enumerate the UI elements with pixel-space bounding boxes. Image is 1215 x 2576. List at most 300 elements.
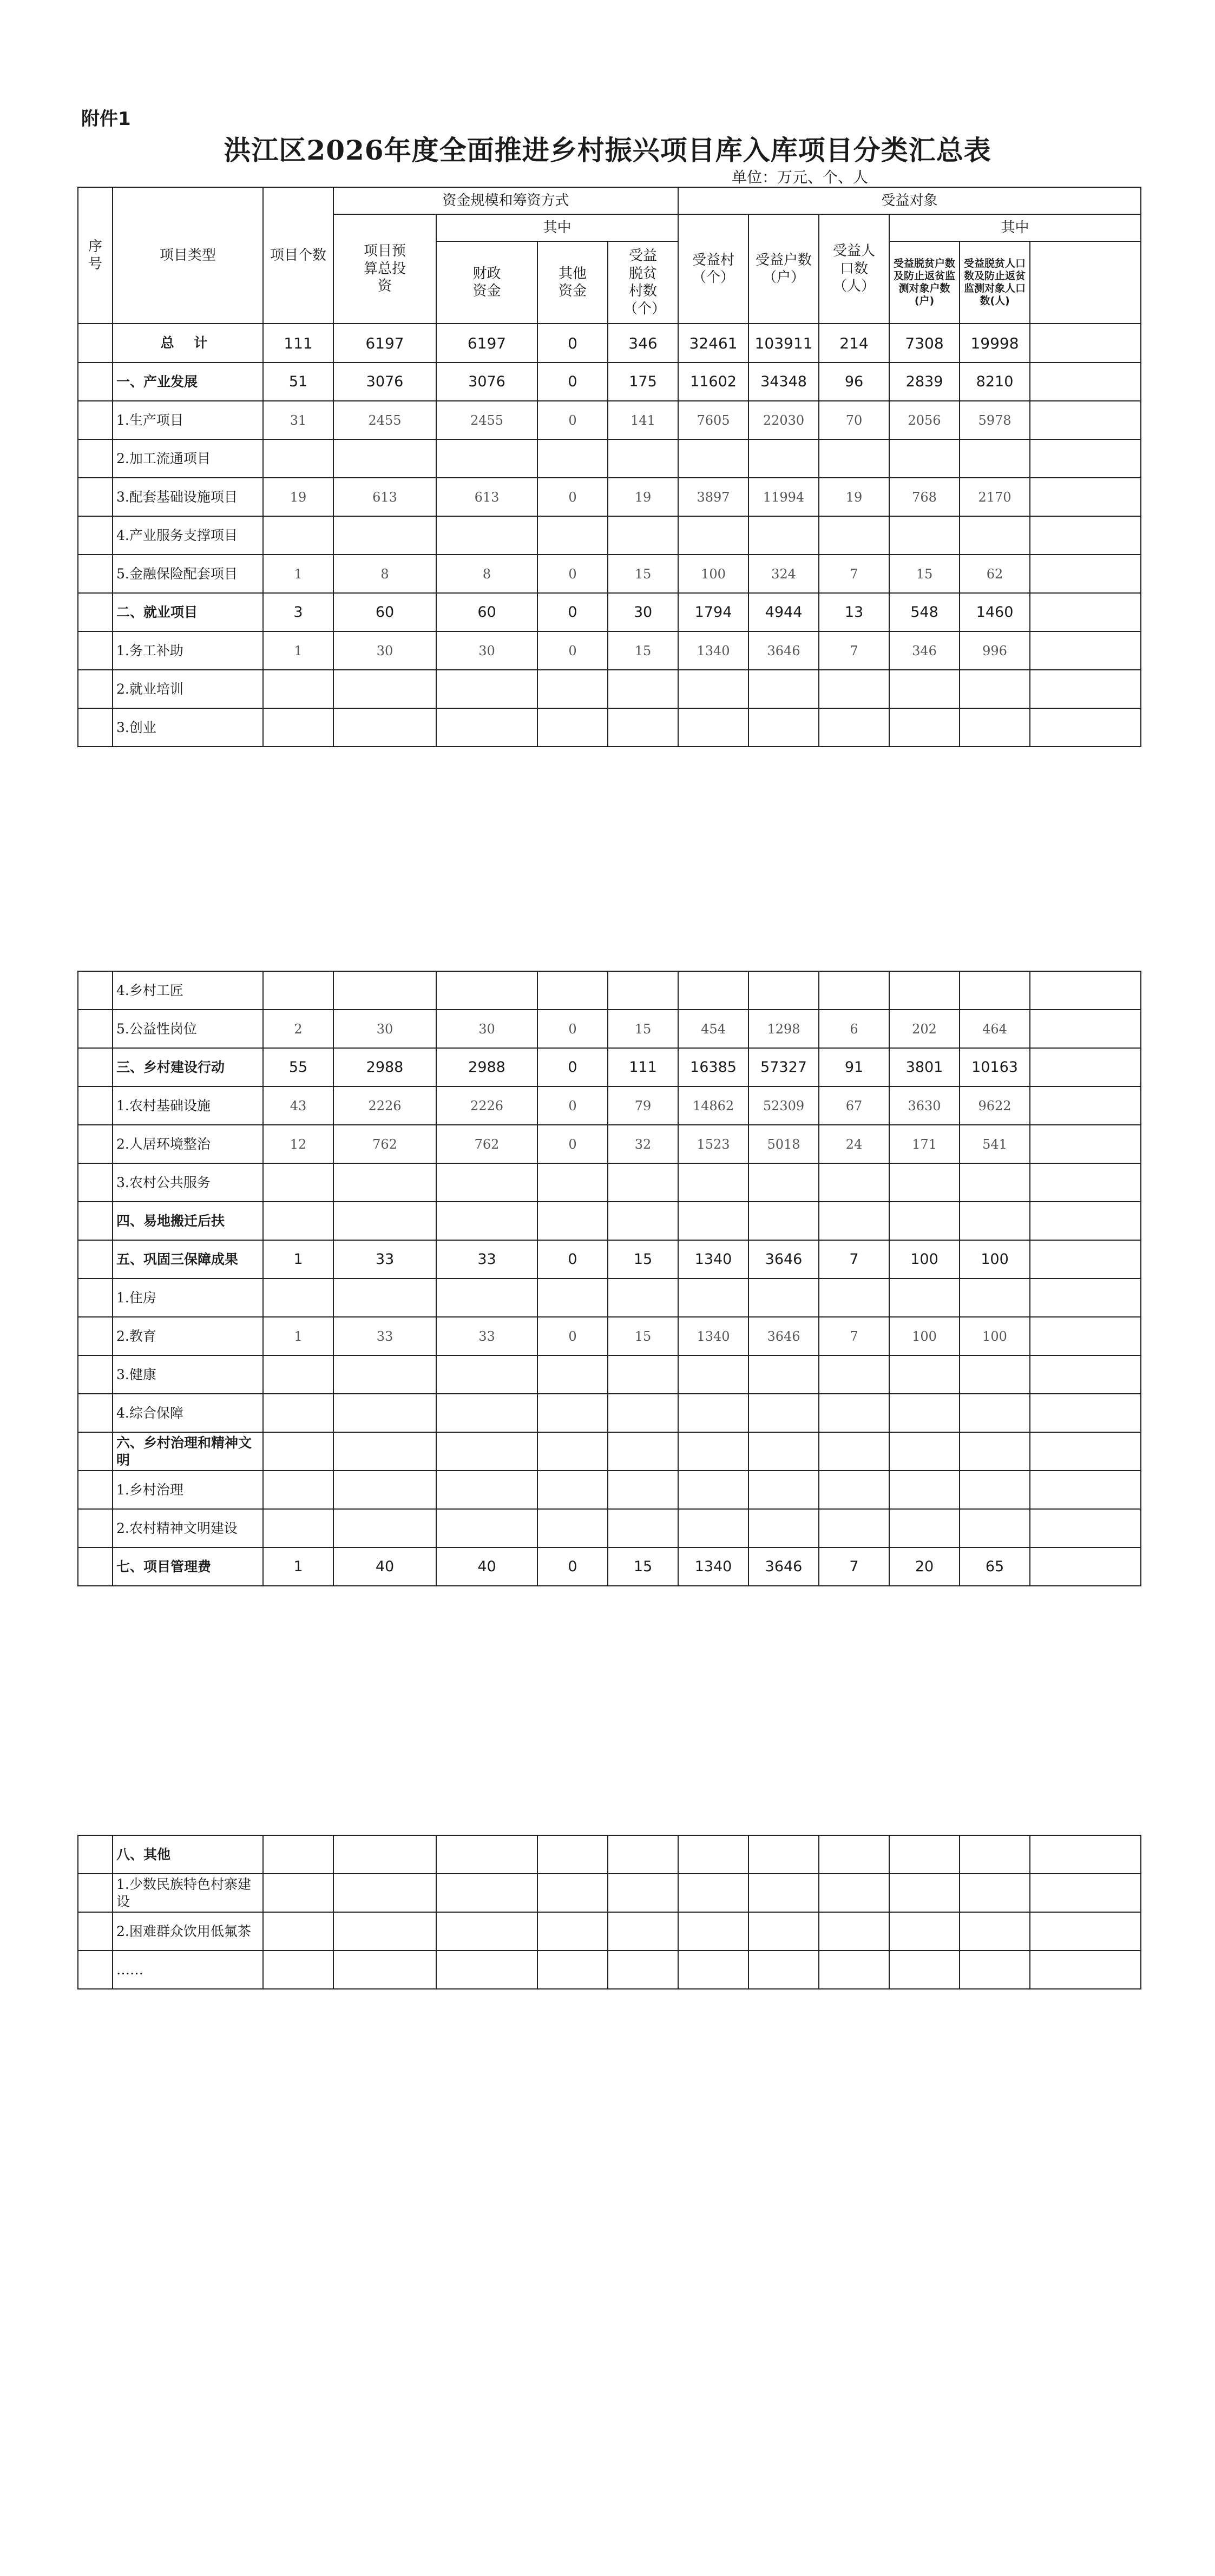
pv-villages-cell (819, 1951, 889, 1989)
count-cell: 1 (263, 631, 333, 670)
budget-cell: 2988 (333, 1048, 436, 1086)
pv-villages-cell: 7 (819, 1240, 889, 1279)
remarks-cell (1030, 1432, 1141, 1471)
pv-villages-cell: 7 (819, 555, 889, 593)
remarks-cell (1030, 439, 1141, 478)
households-cell (678, 1355, 748, 1394)
category-cell: 一、产业发展 (113, 363, 263, 401)
villages-cell (608, 1202, 678, 1240)
count-cell (263, 439, 333, 478)
villages-cell (608, 1912, 678, 1951)
table-row (78, 1163, 1141, 1202)
seq-cell (78, 1394, 113, 1432)
remarks-cell (1030, 1471, 1141, 1509)
table-row (78, 1951, 1141, 1989)
households-cell (678, 971, 748, 1010)
table-row (78, 971, 1141, 1010)
pv-population-cell (960, 1951, 1030, 1989)
table-row (78, 1509, 1141, 1547)
table-row (78, 555, 1141, 593)
pv-households-cell: 15 (889, 555, 960, 593)
pv-households-cell (889, 1432, 960, 1471)
pv-population-cell (960, 708, 1030, 747)
budget-cell: 30 (333, 1010, 436, 1048)
pv-villages-cell: 91 (819, 1048, 889, 1086)
population-cell (748, 971, 819, 1010)
count-cell (263, 1912, 333, 1951)
pv-villages-cell: 19 (819, 478, 889, 516)
population-cell (748, 1279, 819, 1317)
remarks-cell (1030, 708, 1141, 747)
pv-households-cell: 3630 (889, 1086, 960, 1125)
category-cell: 4.乡村工匠 (113, 971, 263, 1010)
households-cell: 1340 (678, 1547, 748, 1586)
pv-households-cell (889, 439, 960, 478)
pv-population-cell: 65 (960, 1547, 1030, 1586)
category-cell: 5.金融保险配套项目 (113, 555, 263, 593)
remarks-cell (1030, 631, 1141, 670)
population-cell (748, 1471, 819, 1509)
other-cell (537, 1163, 608, 1202)
fiscal-cell (436, 1394, 537, 1432)
fiscal-cell (436, 1163, 537, 1202)
population-cell (748, 1874, 819, 1912)
category-cell: 总 计 (113, 324, 263, 363)
seq-cell (78, 1240, 113, 1279)
pv-villages-cell: 214 (819, 324, 889, 363)
villages-cell (608, 516, 678, 555)
pv-population-cell (960, 1163, 1030, 1202)
table-row (78, 439, 1141, 478)
villages-cell: 15 (608, 1010, 678, 1048)
fiscal-cell: 33 (436, 1240, 537, 1279)
pv-population-cell (960, 1874, 1030, 1912)
pv-households-cell: 202 (889, 1010, 960, 1048)
header-beneficiary-group: 受益对象 (678, 187, 1141, 214)
remarks-cell (1030, 1086, 1141, 1125)
pv-population-cell: 100 (960, 1317, 1030, 1355)
population-cell: 57327 (748, 1048, 819, 1086)
households-cell (678, 670, 748, 708)
fiscal-cell: 30 (436, 1010, 537, 1048)
count-cell (263, 1874, 333, 1912)
villages-cell: 175 (608, 363, 678, 401)
other-cell (537, 1394, 608, 1432)
budget-cell (333, 439, 436, 478)
population-cell: 4944 (748, 593, 819, 631)
remarks-cell (1030, 1394, 1141, 1432)
pv-population-cell (960, 1509, 1030, 1547)
budget-cell: 613 (333, 478, 436, 516)
fiscal-cell (436, 1471, 537, 1509)
category-cell: 3.创业 (113, 708, 263, 747)
other-cell (537, 1509, 608, 1547)
villages-cell (608, 1471, 678, 1509)
table-row (78, 1912, 1141, 1951)
other-cell (537, 1355, 608, 1394)
population-cell (748, 516, 819, 555)
households-cell (678, 1835, 748, 1874)
villages-cell: 111 (608, 1048, 678, 1086)
count-cell: 1 (263, 1240, 333, 1279)
population-cell (748, 1432, 819, 1471)
header-other-funds: 其他资金 (537, 241, 608, 324)
table-row (78, 631, 1141, 670)
seq-cell (78, 363, 113, 401)
other-cell: 0 (537, 324, 608, 363)
remarks-cell (1030, 1912, 1141, 1951)
fiscal-cell: 613 (436, 478, 537, 516)
count-cell (263, 1835, 333, 1874)
remarks-cell (1030, 1010, 1141, 1048)
fiscal-cell: 40 (436, 1547, 537, 1586)
budget-cell (333, 708, 436, 747)
households-cell: 100 (678, 555, 748, 593)
households-cell: 7605 (678, 401, 748, 439)
fiscal-cell (436, 1835, 537, 1874)
seq-cell (78, 1912, 113, 1951)
pv-households-cell: 7308 (889, 324, 960, 363)
seq-cell (78, 478, 113, 516)
other-cell (537, 1471, 608, 1509)
pv-population-cell: 1460 (960, 593, 1030, 631)
other-cell: 0 (537, 1125, 608, 1163)
other-cell (537, 1951, 608, 1989)
header-funding-group: 资金规模和筹资方式 (333, 187, 678, 214)
pv-villages-cell (819, 708, 889, 747)
remarks-cell (1030, 516, 1141, 555)
pv-households-cell (889, 1202, 960, 1240)
households-cell (678, 516, 748, 555)
villages-cell (608, 1874, 678, 1912)
other-cell (537, 1835, 608, 1874)
pv-villages-cell (819, 1835, 889, 1874)
households-cell (678, 708, 748, 747)
other-cell (537, 670, 608, 708)
pv-population-cell: 464 (960, 1010, 1030, 1048)
seq-cell (78, 593, 113, 631)
pv-villages-cell (819, 670, 889, 708)
pv-population-cell (960, 1471, 1030, 1509)
budget-cell (333, 670, 436, 708)
other-cell (537, 1432, 608, 1471)
count-cell (263, 1163, 333, 1202)
pv-households-cell (889, 1912, 960, 1951)
seq-cell (78, 1509, 113, 1547)
pv-households-cell: 3801 (889, 1048, 960, 1086)
count-cell (263, 971, 333, 1010)
category-cell: 1.乡村治理 (113, 1471, 263, 1509)
villages-cell (608, 1279, 678, 1317)
category-cell: 八、其他 (113, 1835, 263, 1874)
population-cell: 1298 (748, 1010, 819, 1048)
fiscal-cell: 60 (436, 593, 537, 631)
count-cell: 51 (263, 363, 333, 401)
seq-cell (78, 324, 113, 363)
other-cell: 0 (537, 1240, 608, 1279)
pv-villages-cell (819, 1202, 889, 1240)
pv-villages-cell: 7 (819, 1317, 889, 1355)
count-cell: 43 (263, 1086, 333, 1125)
pv-population-cell: 996 (960, 631, 1030, 670)
other-cell: 0 (537, 401, 608, 439)
seq-cell (78, 1279, 113, 1317)
villages-cell (608, 1355, 678, 1394)
villages-cell: 79 (608, 1086, 678, 1125)
fiscal-cell (436, 439, 537, 478)
pv-households-cell (889, 1394, 960, 1432)
category-cell: 四、易地搬迁后扶 (113, 1202, 263, 1240)
other-cell (537, 708, 608, 747)
villages-cell: 15 (608, 555, 678, 593)
seq-cell (78, 1547, 113, 1586)
pv-households-cell: 171 (889, 1125, 960, 1163)
table-row (78, 1317, 1141, 1355)
attachment-label: 附件1 (81, 108, 131, 130)
table-row (78, 1202, 1141, 1240)
budget-cell: 2226 (333, 1086, 436, 1125)
count-cell (263, 1202, 333, 1240)
households-cell (678, 1163, 748, 1202)
budget-cell (333, 1951, 436, 1989)
table-row (78, 401, 1141, 439)
households-cell: 1523 (678, 1125, 748, 1163)
remarks-cell (1030, 1951, 1141, 1989)
table-row (78, 1048, 1141, 1086)
category-cell: 3.健康 (113, 1355, 263, 1394)
other-cell: 0 (537, 631, 608, 670)
households-cell (678, 1202, 748, 1240)
pv-villages-cell (819, 1509, 889, 1547)
pv-households-cell: 2056 (889, 401, 960, 439)
remarks-cell (1030, 555, 1141, 593)
population-cell: 52309 (748, 1086, 819, 1125)
pv-villages-cell (819, 1279, 889, 1317)
table-row (78, 1240, 1141, 1279)
count-cell (263, 1432, 333, 1471)
pv-villages-cell: 96 (819, 363, 889, 401)
count-cell: 1 (263, 555, 333, 593)
fiscal-cell: 2226 (436, 1086, 537, 1125)
fiscal-cell (436, 1912, 537, 1951)
households-cell (678, 1874, 748, 1912)
count-cell (263, 1394, 333, 1432)
count-cell: 1 (263, 1547, 333, 1586)
table-row (78, 1547, 1141, 1586)
count-cell (263, 1355, 333, 1394)
table-row (78, 708, 1141, 747)
pv-households-cell (889, 708, 960, 747)
pv-population-cell (960, 1432, 1030, 1471)
seq-cell (78, 1010, 113, 1048)
count-cell (263, 708, 333, 747)
seq-cell (78, 516, 113, 555)
other-cell: 0 (537, 555, 608, 593)
fiscal-cell: 30 (436, 631, 537, 670)
budget-cell (333, 971, 436, 1010)
budget-cell: 2455 (333, 401, 436, 439)
budget-cell (333, 1432, 436, 1471)
table-row (78, 1432, 1141, 1471)
seq-cell (78, 401, 113, 439)
header-households: 受益户数（户） (748, 214, 819, 324)
remarks-cell (1030, 1048, 1141, 1086)
pv-households-cell (889, 1509, 960, 1547)
pv-households-cell: 100 (889, 1240, 960, 1279)
seq-cell (78, 1835, 113, 1874)
pv-population-cell: 2170 (960, 478, 1030, 516)
fiscal-cell: 33 (436, 1317, 537, 1355)
budget-cell (333, 1163, 436, 1202)
fiscal-cell (436, 670, 537, 708)
pv-population-cell (960, 1912, 1030, 1951)
villages-cell (608, 1394, 678, 1432)
other-cell: 0 (537, 593, 608, 631)
households-cell: 14862 (678, 1086, 748, 1125)
summary-table-part-2 (77, 971, 1141, 1586)
seq-cell (78, 1951, 113, 1989)
pv-population-cell: 10163 (960, 1048, 1030, 1086)
seq-cell (78, 555, 113, 593)
budget-cell (333, 1912, 436, 1951)
seq-cell (78, 1874, 113, 1912)
other-cell (537, 439, 608, 478)
header-poverty-population: 受益脱贫人口数及防止返贫监测对象人口数(人) (960, 241, 1030, 324)
header-fiscal-funds: 财政资金 (436, 241, 537, 324)
category-cell: 3.配套基础设施项目 (113, 478, 263, 516)
pv-households-cell (889, 1471, 960, 1509)
remarks-cell (1030, 971, 1141, 1010)
pv-population-cell (960, 1394, 1030, 1432)
population-cell (748, 1163, 819, 1202)
households-cell: 11602 (678, 363, 748, 401)
population-cell: 34348 (748, 363, 819, 401)
remarks-cell (1030, 401, 1141, 439)
pv-population-cell (960, 1202, 1030, 1240)
category-cell: 4.产业服务支撑项目 (113, 516, 263, 555)
category-cell: 2.农村精神文明建设 (113, 1509, 263, 1547)
other-cell (537, 516, 608, 555)
remarks-cell (1030, 593, 1141, 631)
villages-cell: 15 (608, 1317, 678, 1355)
pv-households-cell: 2839 (889, 363, 960, 401)
category-cell: 六、乡村治理和精神文明 (113, 1432, 263, 1471)
population-cell: 3646 (748, 1547, 819, 1586)
budget-cell: 3076 (333, 363, 436, 401)
remarks-cell (1030, 1317, 1141, 1355)
pv-households-cell (889, 971, 960, 1010)
villages-cell: 32 (608, 1125, 678, 1163)
budget-cell (333, 516, 436, 555)
pv-villages-cell (819, 1912, 889, 1951)
category-cell: 1.农村基础设施 (113, 1086, 263, 1125)
pv-households-cell: 548 (889, 593, 960, 631)
fiscal-cell: 2988 (436, 1048, 537, 1086)
population-cell (748, 1835, 819, 1874)
table-row (78, 1279, 1141, 1317)
pv-villages-cell: 6 (819, 1010, 889, 1048)
households-cell: 16385 (678, 1048, 748, 1086)
remarks-cell (1030, 1163, 1141, 1202)
other-cell (537, 1912, 608, 1951)
seq-cell (78, 1355, 113, 1394)
table-row (78, 1874, 1141, 1912)
budget-cell: 33 (333, 1317, 436, 1355)
population-cell: 3646 (748, 1240, 819, 1279)
table-row (78, 1835, 1141, 1874)
population-cell (748, 1951, 819, 1989)
population-cell (748, 439, 819, 478)
households-cell (678, 1912, 748, 1951)
budget-cell (333, 1279, 436, 1317)
seq-cell (78, 1202, 113, 1240)
category-cell: 2.人居环境整治 (113, 1125, 263, 1163)
fiscal-cell (436, 1951, 537, 1989)
households-cell (678, 1951, 748, 1989)
count-cell (263, 1951, 333, 1989)
remarks-cell (1030, 1279, 1141, 1317)
villages-cell (608, 1835, 678, 1874)
households-cell (678, 1509, 748, 1547)
category-cell: 七、项目管理费 (113, 1547, 263, 1586)
table-row (78, 593, 1141, 631)
seq-cell (78, 971, 113, 1010)
population-cell: 103911 (748, 324, 819, 363)
header-poverty-villages: 受益脱贫村数（个） (608, 241, 678, 324)
count-cell: 1 (263, 1317, 333, 1355)
remarks-cell (1030, 1240, 1141, 1279)
fiscal-cell: 3076 (436, 363, 537, 401)
households-cell (678, 439, 748, 478)
pv-villages-cell (819, 439, 889, 478)
remarks-cell (1030, 1355, 1141, 1394)
villages-cell (608, 1163, 678, 1202)
budget-cell: 40 (333, 1547, 436, 1586)
remarks-cell (1030, 1509, 1141, 1547)
villages-cell: 19 (608, 478, 678, 516)
other-cell (537, 1874, 608, 1912)
seq-cell (78, 708, 113, 747)
fiscal-cell (436, 1432, 537, 1471)
count-cell (263, 1471, 333, 1509)
category-cell: 2.加工流通项目 (113, 439, 263, 478)
table-row (78, 1394, 1141, 1432)
table-body-part-2 (78, 971, 1141, 1586)
pv-villages-cell: 67 (819, 1086, 889, 1125)
header-poverty-households: 受益脱贫户数及防止返贫监测对象户数(户) (889, 241, 960, 324)
seq-cell (78, 631, 113, 670)
households-cell: 1340 (678, 1317, 748, 1355)
villages-cell (608, 1432, 678, 1471)
villages-cell: 15 (608, 1240, 678, 1279)
villages-cell: 141 (608, 401, 678, 439)
pv-population-cell: 541 (960, 1125, 1030, 1163)
remarks-cell (1030, 363, 1141, 401)
villages-cell (608, 971, 678, 1010)
table-row (78, 516, 1141, 555)
pv-population-cell (960, 670, 1030, 708)
category-cell: …… (113, 1951, 263, 1989)
fiscal-cell (436, 516, 537, 555)
pv-households-cell: 768 (889, 478, 960, 516)
budget-cell: 8 (333, 555, 436, 593)
table-row (78, 670, 1141, 708)
count-cell: 31 (263, 401, 333, 439)
pv-villages-cell: 13 (819, 593, 889, 631)
population-cell: 11994 (748, 478, 819, 516)
header-seq: 序号 (78, 187, 113, 324)
households-cell (678, 1394, 748, 1432)
